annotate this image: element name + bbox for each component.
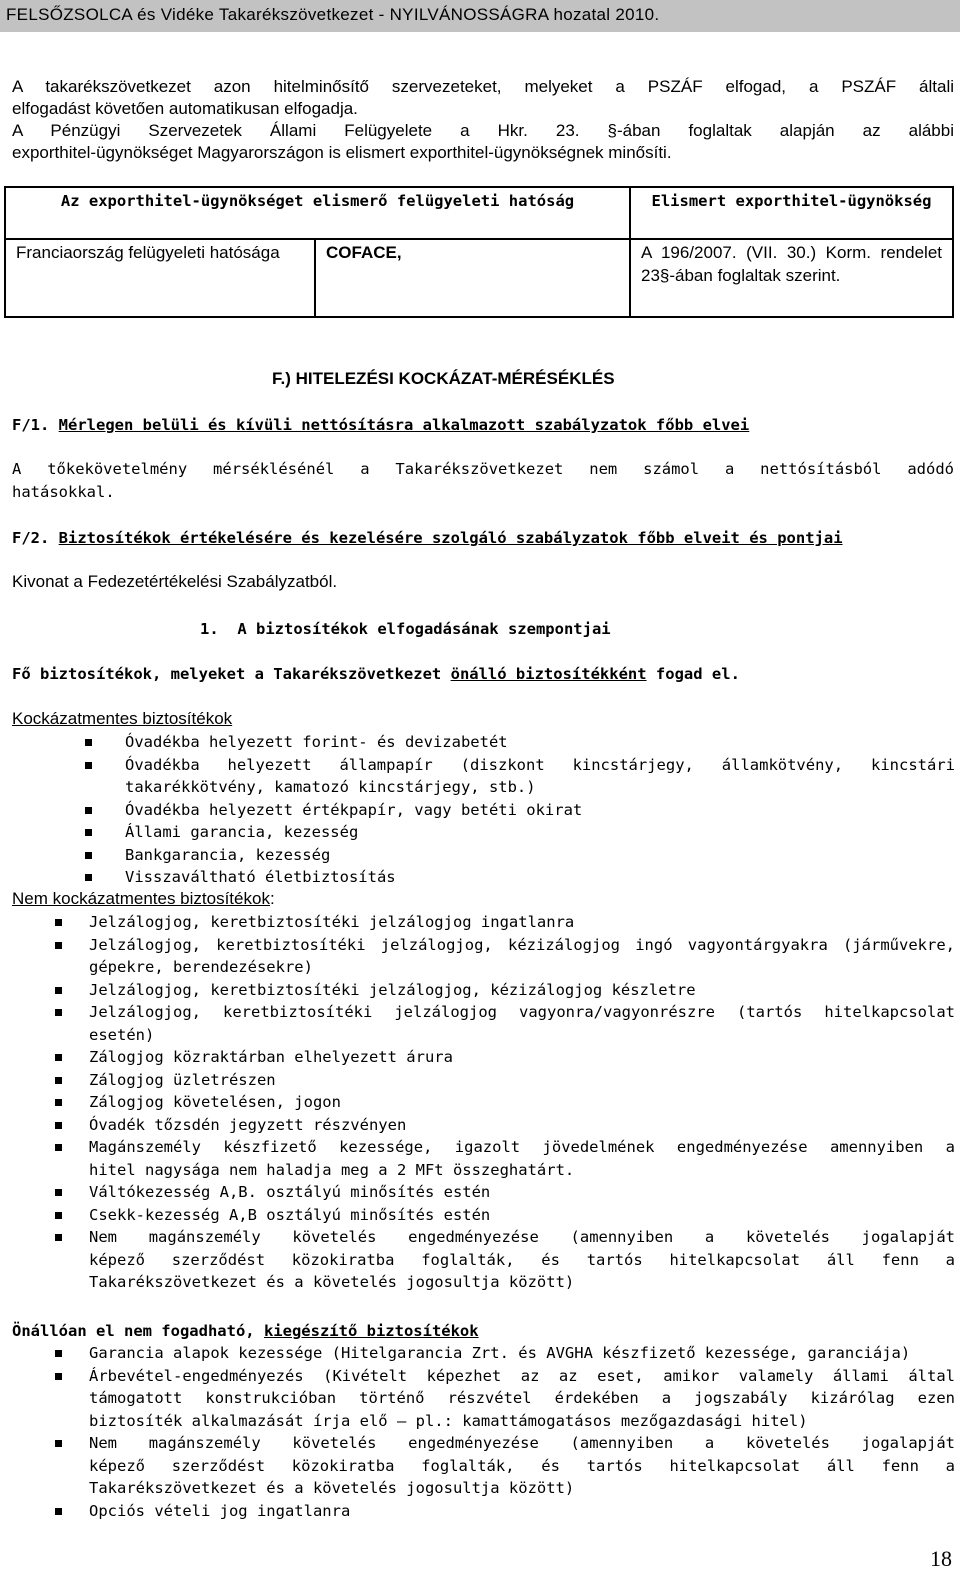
table-header-authority: Az exporthitel-ügynökséget elismerő felügyeleti hatóság [5, 187, 630, 239]
riskfree-title-text: Kockázatmentes biztosítékok [12, 709, 233, 728]
item-line: Óvadékba helyezett értékpapír, vagy betéti okirat [125, 800, 583, 819]
intro-line: A takarékszövetkezet azon hitelminősítő szervezeteket, melyeket a PSZÁF elfogad, a PSZÁF általi [12, 77, 954, 96]
item-line: Árbevétel-engedményezés (Kivételt képezhet az az eset, amikor valamely állami által [89, 1366, 955, 1385]
bullet-icon [55, 1350, 62, 1357]
nonriskfree-colon: : [269, 889, 275, 908]
bullet-icon [55, 942, 62, 949]
f1-text [12, 458, 954, 503]
bullet-icon [85, 829, 92, 836]
item-line: képező szerződést közokiratba foglalták, és tartós hitelkapcsolat áll fenn a [89, 1456, 955, 1475]
nonriskfree-title-text: Nem kockázatmentes biztosítékok [12, 889, 270, 908]
list-item [89, 979, 955, 1002]
item-line: Jelzálogjog, keretbiztosítéki jelzálogjog ingatlanra [89, 913, 575, 931]
item-line: takarékkötvény, kamatozó kincstárjegy, stb.) [125, 778, 536, 796]
item-line: Takarékszövetkezet és a követelés jogosultja között) [89, 1479, 575, 1497]
item-line: Nem magánszemély követelés engedményezése (amennyiben a követelés jogalapját [89, 1228, 955, 1246]
intro-paragraph [12, 76, 954, 164]
item-line: biztosíték alkalmazását írja elő — pl.: kamattámogatásos mezőgazdasági hitel) [89, 1411, 808, 1430]
nonriskfree-title [12, 888, 275, 910]
list-item [89, 1500, 955, 1523]
list-item [89, 1365, 955, 1433]
item-line: támogatott konstrukcióban történő részvétel érdekében a jogszabály kizárólag ezen [89, 1389, 955, 1407]
table-cell-regulation: A 196/2007. (VII. 30.) Korm. rendelet 23§-ában foglaltak szerint. [630, 239, 953, 317]
list-item [89, 1046, 955, 1069]
item-line: Zálogjog közraktárban elhelyezett árura [89, 1048, 453, 1066]
header-title: FELSŐZSOLCA és Vidéke Takarékszövetkezet - NYILVÁNOSSÁGRA hozatal 2010. [6, 5, 660, 24]
export-agency-table [4, 186, 954, 318]
bullet-icon [55, 1077, 62, 1084]
f2-title: Biztosítékok értékelésére és kezelésére szolgáló szabályzatok főbb elveit és pontjai [58, 529, 843, 547]
bullet-icon [55, 1144, 62, 1151]
bullet-icon [55, 1234, 62, 1241]
f1-text-line: A tőkekövetelmény mérséklésénél a Takarékszövetkezet nem számol a nettósításból adódó [12, 460, 954, 478]
bullet-icon [55, 1189, 62, 1196]
list-item [89, 911, 955, 934]
item-line: képező szerződést közokiratba foglalták, és tartós hitelkapcsolat áll fenn a [89, 1250, 955, 1269]
supplementary-title [12, 1320, 479, 1343]
bullet-icon [55, 1373, 62, 1380]
list-item [125, 731, 955, 754]
bullet-icon [55, 1508, 62, 1515]
list-item [89, 1069, 955, 1092]
list-item [89, 1136, 955, 1181]
list-item [125, 866, 955, 889]
bullet-icon [85, 739, 92, 746]
f2-heading [12, 527, 957, 550]
list-item [89, 1226, 955, 1294]
table-header-row [5, 187, 953, 239]
bullet-icon [55, 919, 62, 926]
item-line: Nem magánszemély követelés engedményezése (amennyiben a követelés jogalapját [89, 1434, 955, 1452]
list-item [89, 1342, 955, 1365]
section-f-title: F.) HITELEZÉSI KOCKÁZAT-MÉRÉSÉKLÉS [272, 369, 615, 388]
item-line: Óvadék tőzsdén jegyzett részvényen [89, 1115, 407, 1134]
item-line: Garancia alapok kezessége (Hitelgarancia Zrt. és AVGHA készfizető kezessége, garanciája) [89, 1344, 911, 1362]
item-line: esetén) [89, 1025, 155, 1044]
bullet-icon [85, 762, 92, 769]
f2-number: F/2. [12, 529, 50, 547]
intro-line: A Pénzügyi Szervezetek Állami Felügyelete a Hkr. 23. §-ában foglaltak alapján az alábbi [12, 121, 954, 140]
item-line: Csekk-kezesség A,B osztályú minősítés estén [89, 1205, 491, 1224]
main-lead-underlined: önálló biztosítékként [450, 665, 647, 683]
bullet-icon [85, 807, 92, 814]
item-line: Zálogjog követelésen, jogon [89, 1093, 341, 1111]
bullet-icon [85, 852, 92, 859]
f1-number: F/1. [12, 416, 50, 434]
bullet-icon [55, 1009, 62, 1016]
main-lead-tail: fogad el. [646, 665, 740, 683]
item-line: gépekre, berendezésekre) [89, 958, 313, 976]
bullet-icon [85, 874, 92, 881]
bullet-icon [55, 987, 62, 994]
nonriskfree-list [89, 911, 955, 1294]
list-item [125, 844, 955, 867]
f2-sub-title: A biztosítékok elfogadásának szempontjai [237, 620, 611, 638]
list-item [89, 1204, 955, 1227]
table-row [5, 239, 953, 317]
page-header [0, 0, 960, 32]
item-line: Magánszemély készfizető kezessége, igazolt jövedelmének engedményezése amennyiben a [89, 1138, 955, 1156]
supplementary-list [89, 1342, 955, 1522]
list-item [89, 1114, 955, 1137]
list-item [125, 821, 955, 844]
item-line: Zálogjog üzletrészen [89, 1070, 276, 1089]
f1-text-line: hatásokkal. [12, 482, 115, 501]
table-cell-coface: COFACE, [315, 239, 630, 317]
intro-line: exporthitel-ügynökséget Magyarországon is elismert exporthitel-ügynökségnek minősíti. [12, 143, 672, 162]
riskfree-title [12, 708, 232, 730]
supplementary-title-text: Önállóan el nem fogadható, [12, 1322, 264, 1340]
list-item [89, 934, 955, 979]
list-item [89, 1001, 955, 1046]
bullet-icon [55, 1212, 62, 1219]
f1-title: Mérlegen belüli és kívüli nettósításra alkalmazott szabályzatok főbb elvei [58, 416, 750, 434]
f1-heading [12, 414, 952, 437]
item-line: Jelzálogjog, keretbiztosítéki jelzálogjog, kézizálogjog ingó vagyontárgyakra (járművekre, [89, 935, 955, 954]
bullet-icon [55, 1440, 62, 1447]
supplementary-title-underlined: kiegészítő biztosítékok [263, 1322, 479, 1340]
bullet-icon [55, 1122, 62, 1129]
item-line: Opciós vételi jog ingatlanra [89, 1501, 351, 1520]
page-number: 18 [930, 1546, 952, 1571]
item-line: Óvadékba helyezett forint- és devizabetét [125, 733, 508, 751]
intro-line: elfogadást követően automatikusan elfogadja. [12, 99, 358, 118]
list-item [125, 799, 955, 822]
item-line: Jelzálogjog, keretbiztosítéki jelzálogjog vagyonra/vagyonrészre (tartós hitelkapcsolat [89, 1003, 955, 1021]
table-cell-authority: Franciaország felügyeleti hatósága [5, 239, 315, 317]
main-collateral-lead [12, 663, 740, 686]
list-item [89, 1432, 955, 1500]
list-item [125, 754, 955, 799]
item-line: Visszaváltható életbiztosítás [125, 868, 396, 886]
list-item [89, 1181, 955, 1204]
item-line: Óvadékba helyezett állampapír (diszkont kincstárjegy, államkötvény, kincstári [125, 755, 955, 774]
item-line: Takarékszövetkezet és a követelés jogosultja között) [89, 1273, 575, 1291]
f2-subheading [200, 618, 611, 641]
table-header-agency: Elismert exporthitel-ügynökség [630, 187, 953, 239]
main-lead-text: Fő biztosítékok, melyeket a Takarékszövetkezet [12, 665, 451, 683]
f2-extract: Kivonat a Fedezetértékelési Szabályzatból. [12, 572, 338, 591]
f2-sub-number: 1. [200, 620, 219, 638]
item-line: hitel nagysága nem haladja meg a 2 MFt összeghatárt. [89, 1160, 575, 1179]
riskfree-list [125, 731, 955, 889]
bullet-icon [55, 1099, 62, 1106]
item-line: Állami garancia, kezesség [125, 823, 359, 841]
list-item [89, 1091, 955, 1114]
item-line: Bankgarancia, kezesség [125, 845, 331, 864]
bullet-icon [55, 1054, 62, 1061]
item-line: Váltókezesség A,B. osztályú minősítés estén [89, 1183, 491, 1201]
item-line: Jelzálogjog, keretbiztosítéki jelzálogjog, kézizálogjog készletre [89, 980, 696, 999]
